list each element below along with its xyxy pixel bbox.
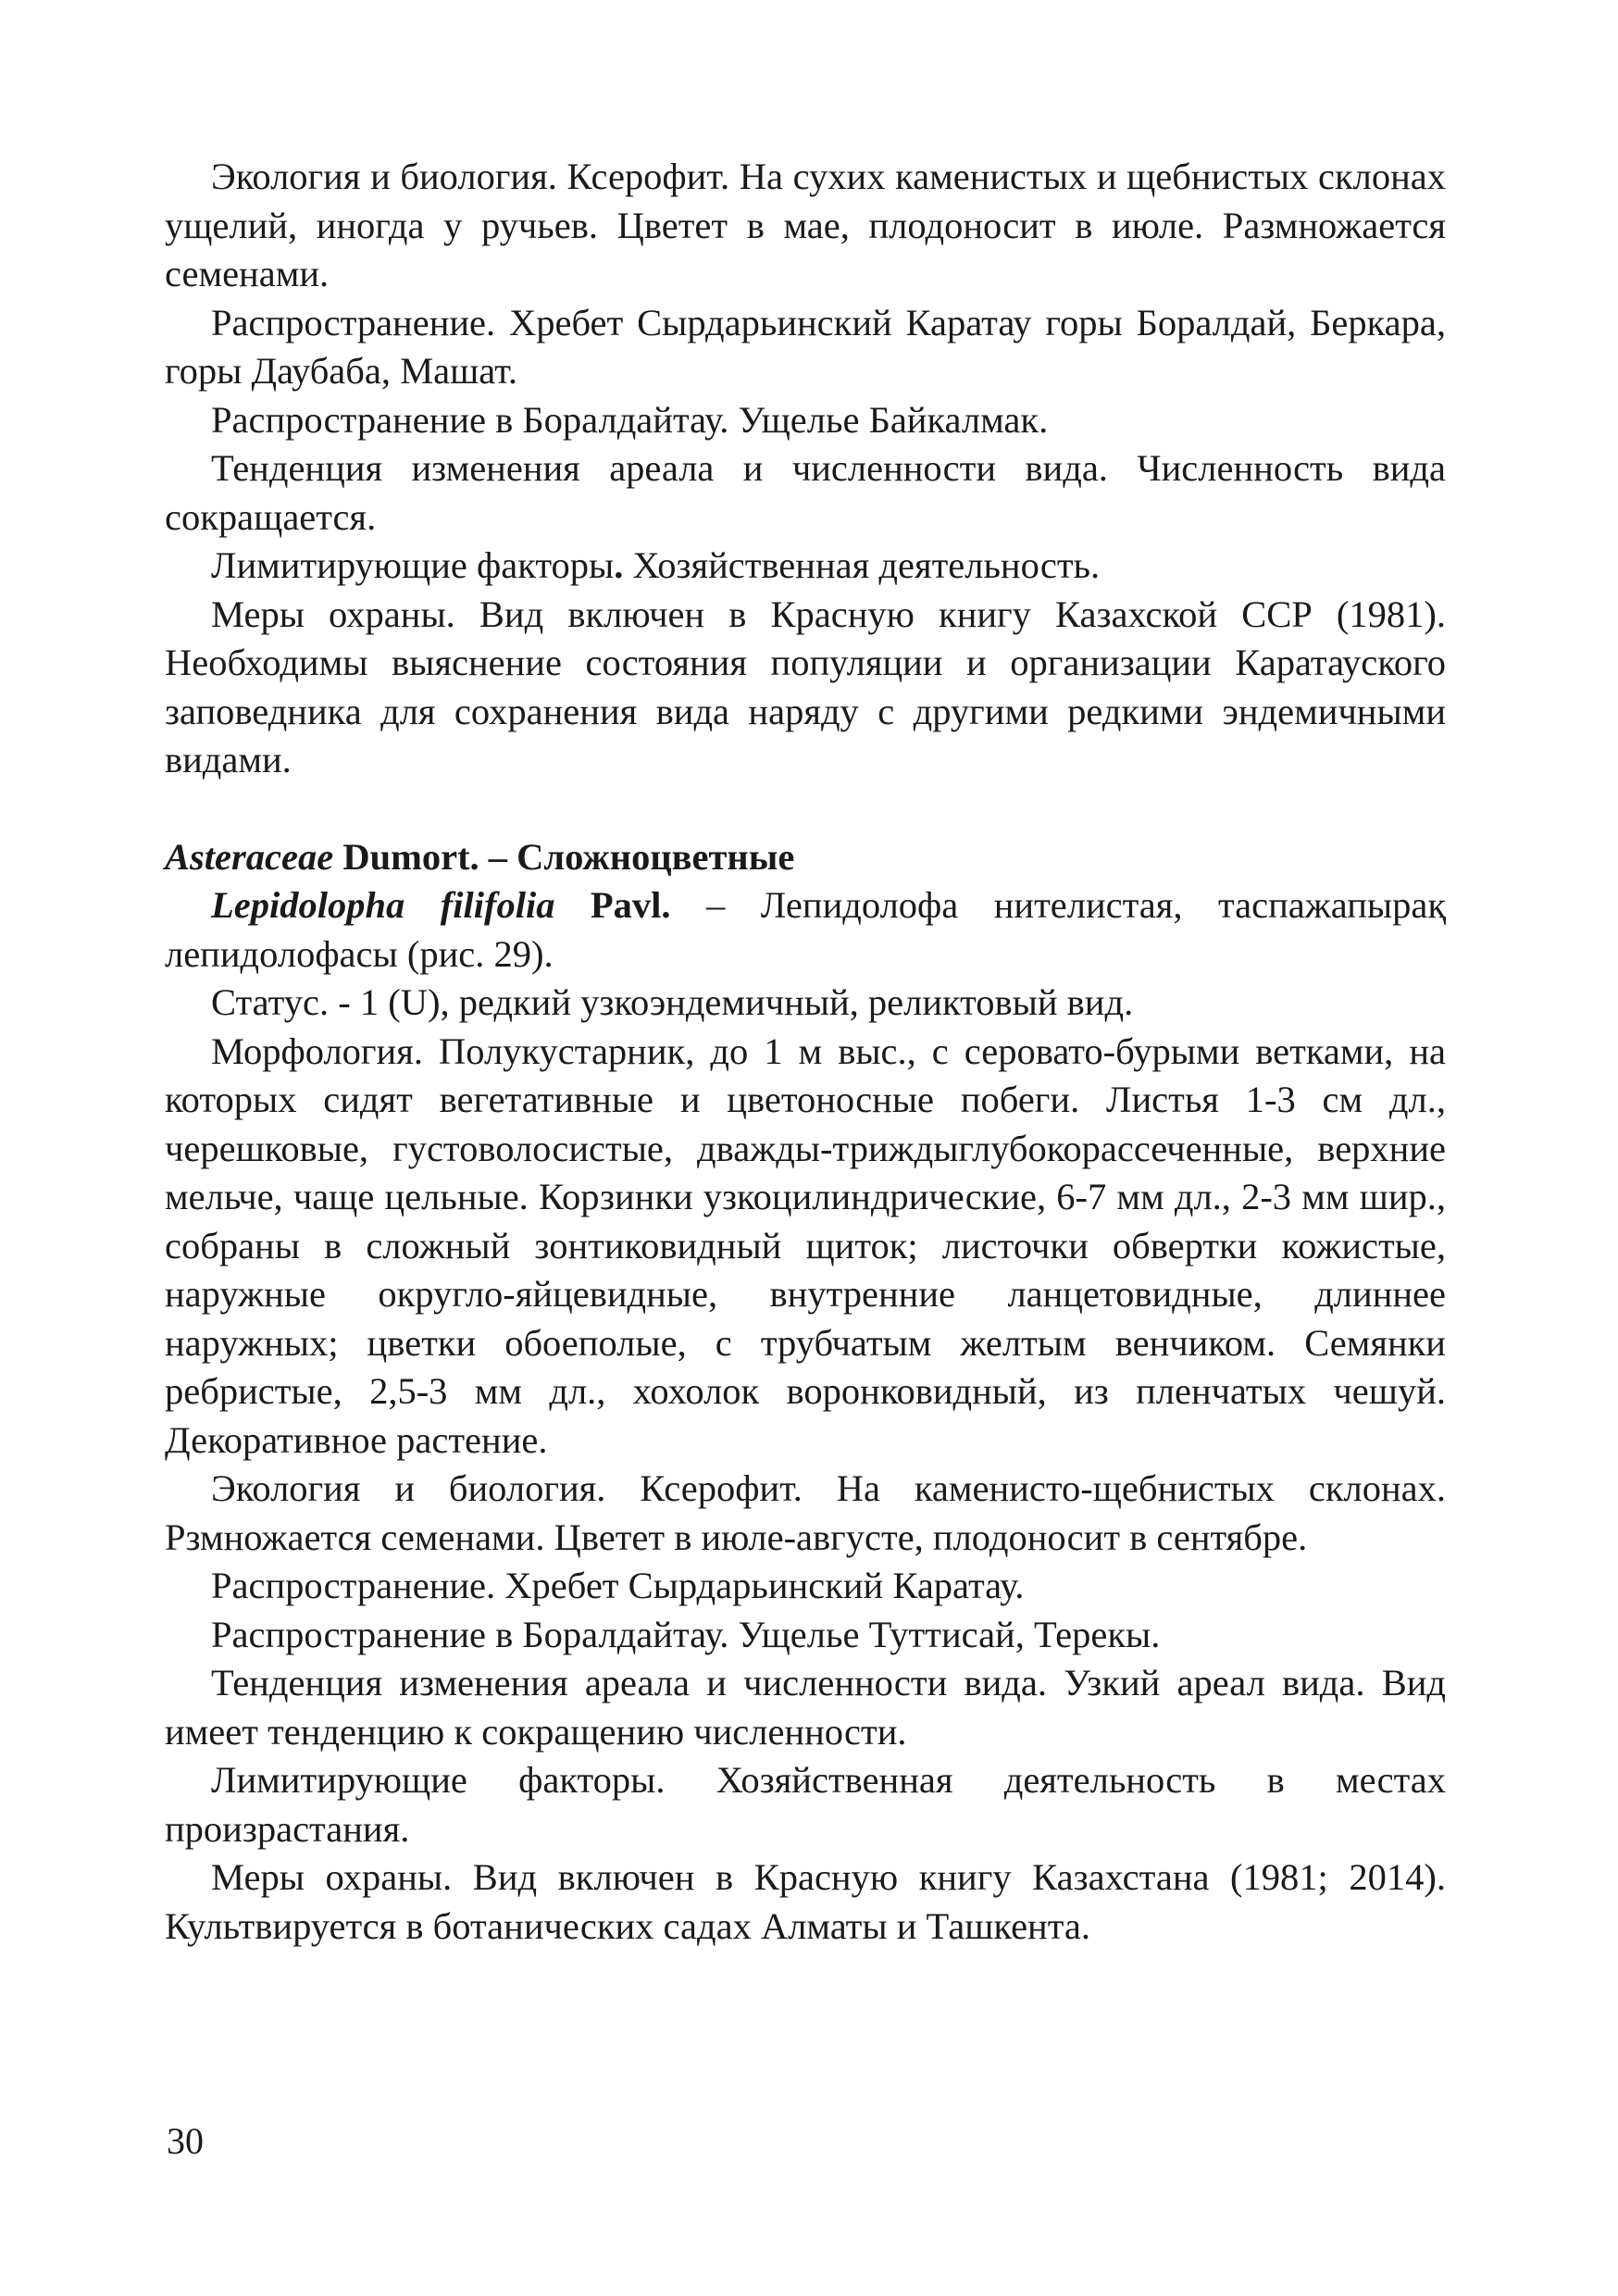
- paragraph-morphology: Морфология. Полукустарник, до 1 м выс., с серовато-бурыми ветками, на которых сидят вегетативные и цветоносные побеги. Листья 1-3 см дл., черешковые, густоволосистые, дважды-триждыглубокорассеченные, верхние мельче, чаще цельные. Корзинки узкоцилиндрические, 6-7 мм дл., 2-3 мм шир., собраны в сложный зонтиковидный щиток; листочки обвертки кожистые, наружные округло-яйцевидные, внутренние ланцетовидные, длиннее наружных; цветки обоеполые, с трубчатым желтым венчиком. Семянки ребристые, 2,5-3 мм дл., хохолок воронковидный, из пленчатых чешуй. Декоративное растение.: [165, 1029, 1446, 1461]
- species-latin-name: Lepidolopha filifolia: [211, 884, 555, 926]
- paragraph-trend-2: Тенденция изменения ареала и численности вида. Узкий ареал вида. Вид имеет тенденцию к сокращению численности.: [165, 1662, 1446, 1753]
- page-body: [165, 153, 1446, 1951]
- paragraph-ecology-2: Экология и биология. Ксерофит. На каменисто-щебнистых склонах. Рзмножается семенами. Цветет в июле-августе, плодоносит в сентябре.: [165, 1467, 1446, 1558]
- paragraph-limiting-2: Лимитирующие факторы. Хозяйственная деятельность в местах произрастания.: [165, 1759, 1446, 1850]
- species-author: Pavl.: [554, 884, 671, 926]
- paragraph-protection-1: Меры охраны. Вид включен в Красную книгу Казахской ССР (1981). Необходимы выяснение состояния популяции и организации Каратауского заповедника для сохранения вида наряду с другими редкими эндемичными видами.: [165, 593, 1446, 780]
- paragraph-distribution-1: Распространение. Хребет Сырдарьинский Каратау горы Боралдай, Беркара, горы Даубаба, Машат.: [165, 301, 1446, 392]
- species-common-names: – Лепидолофа нителистая, таспажапырақ лепидолофасы (рис. 29).: [165, 884, 1446, 975]
- family-latin-name: Asteraceae: [165, 835, 334, 878]
- paragraph-distribution-2: Распространение. Хребет Сырдарьинский Каратау.: [211, 1565, 1025, 1606]
- limiting-dot: .: [614, 544, 624, 586]
- family-heading-rest: Dumort. – Сложноцветные: [333, 835, 795, 878]
- page-number: 30: [167, 2120, 204, 2162]
- limiting-label: Лимитирующие факторы: [211, 544, 615, 586]
- paragraph-ecology-1: Экология и биология. Ксерофит. На сухих каменистых и щебнистых склонах ущелий, иногда у ручьев. Цветет в мае, плодоносит в июле. Размножается семенами.: [165, 156, 1446, 294]
- paragraph-protection-2: Меры охраны. Вид включен в Красную книгу Казахстана (1981; 2014). Культвируется в ботанических садах Алматы и Ташкента.: [165, 1856, 1446, 1947]
- paragraph-status: Статус. - 1 (U), редкий узкоэндемичный, реликтовый вид.: [211, 981, 1134, 1023]
- limiting-text: Хозяйственная деятельность.: [623, 544, 1101, 586]
- species-title: [165, 881, 1446, 979]
- paragraph-distribution-boraldaytau-2: Распространение в Боралдайтау. Ущелье Туттисай, Терекы.: [211, 1613, 1161, 1655]
- family-heading: [165, 833, 1446, 882]
- paragraph-trend-1: Тенденция изменения ареала и численности вида. Численность вида сокращается.: [165, 447, 1446, 538]
- paragraph-distribution-boraldaytau-1: Распространение в Боралдайтау. Ущелье Байкалмак.: [211, 398, 1049, 441]
- paragraph-limiting-1: [165, 542, 1446, 591]
